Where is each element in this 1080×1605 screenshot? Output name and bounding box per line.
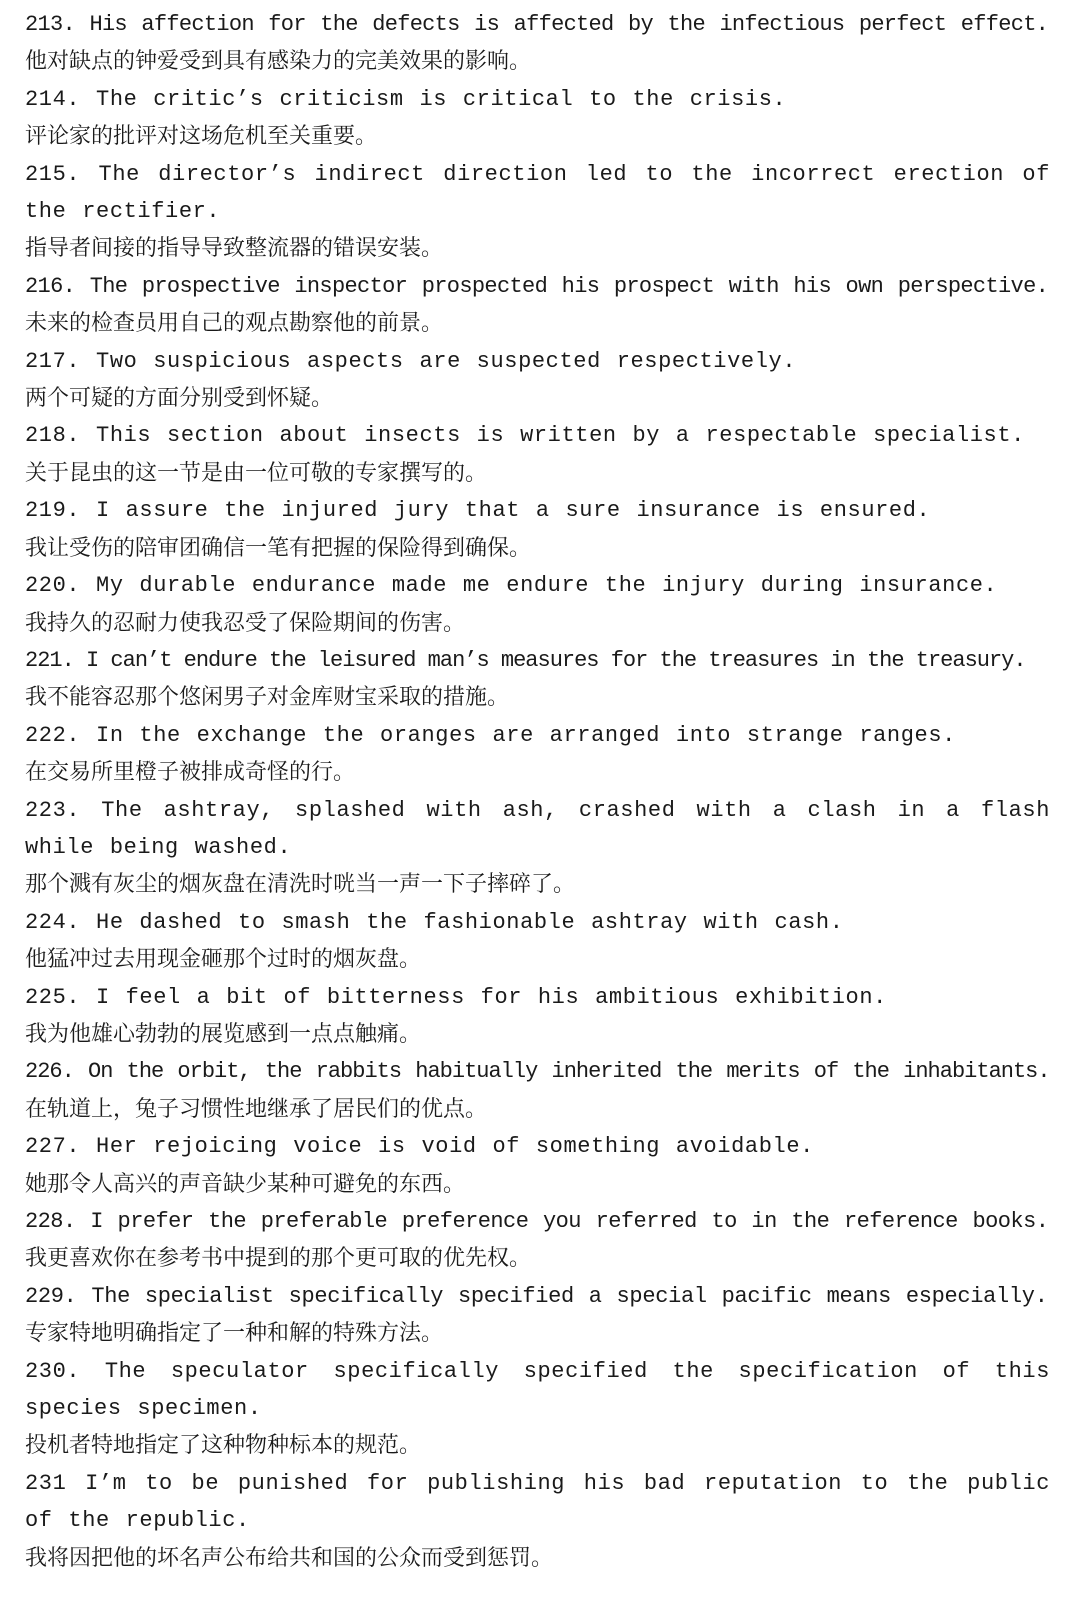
chinese-translation: 我更喜欢你在参考书中提到的那个更可取的优先权。	[25, 1246, 532, 1272]
english-sentence: 222. In the exchange the oranges are arranged into strange ranges.	[25, 722, 956, 748]
entry-223	[25, 792, 1050, 904]
english-sentence: 224. He dashed to smash the fashionable ashtray with cash.	[25, 909, 844, 935]
entry-218	[25, 417, 1050, 492]
chinese-translation: 投机者特地指定了这种物种标本的规范。	[25, 1433, 422, 1459]
entry-220	[25, 567, 1050, 642]
entry-221	[25, 642, 1050, 717]
entry-213	[25, 6, 1050, 81]
chinese-translation: 他对缺点的钟爱受到具有感染力的完美效果的影响。	[25, 49, 532, 75]
chinese-translation: 两个可疑的方面分别受到怀疑。	[25, 386, 334, 412]
english-sentence: 227. Her rejoicing voice is void of something avoidable.	[25, 1134, 814, 1160]
entry-216	[25, 268, 1050, 343]
chinese-translation: 我让受伤的陪审团确信一笔有把握的保险得到确保。	[25, 535, 532, 561]
entry-217	[25, 343, 1050, 418]
chinese-translation: 我将因把他的坏名声公布给共和国的公众而受到惩罚。	[25, 1545, 554, 1571]
chinese-translation: 我持久的忍耐力使我忍受了保险期间的伤害。	[25, 610, 466, 636]
english-sentence: 230. The speculator specifically specified the specification of this species specimen.	[25, 1358, 1050, 1422]
entry-231	[25, 1465, 1050, 1577]
english-sentence: 228. I prefer the preferable preference you referred to in the reference books.	[25, 1209, 1049, 1234]
entry-215	[25, 156, 1050, 268]
chinese-translation: 那个溅有灰尘的烟灰盘在清洗时咣当一声一下子摔碎了。	[25, 872, 576, 898]
english-sentence: 225. I feel a bit of bitterness for his ambitious exhibition.	[25, 984, 887, 1010]
english-sentence: 219. I assure the injured jury that a sure insurance is ensured.	[25, 498, 931, 524]
chinese-translation: 指导者间接的指导导致整流器的错误安装。	[25, 236, 444, 262]
entry-228	[25, 1203, 1050, 1278]
chinese-translation: 在交易所里橙子被排成奇怪的行。	[25, 760, 356, 786]
english-sentence: 217. Two suspicious aspects are suspected respectively.	[25, 348, 797, 374]
entry-226	[25, 1053, 1050, 1128]
entry-225	[25, 979, 1050, 1054]
entry-229	[25, 1278, 1050, 1353]
entry-224	[25, 904, 1050, 979]
chinese-translation: 专家特地明确指定了一种和解的特殊方法。	[25, 1321, 444, 1347]
english-sentence: 214. The critic’s criticism is critical to the crisis.	[25, 86, 787, 112]
english-sentence: 226. On the orbit, the rabbits habitually inherited the merits of the inhabitants.	[25, 1059, 1050, 1085]
entry-219	[25, 492, 1050, 567]
english-sentence: 215. The director’s indirect direction led to the incorrect erection of the rectifier.	[25, 161, 1050, 225]
entry-230	[25, 1353, 1050, 1465]
english-sentence: 220. My durable endurance made me endure the injury during insurance.	[25, 573, 998, 599]
english-sentence: 223. The ashtray, splashed with ash, crashed with a clash in a flash while being washed.	[25, 797, 1050, 860]
english-sentence: 213. His affection for the defects is affected by the infectious perfect effect.	[25, 12, 1049, 37]
english-sentence: 216. The prospective inspector prospected his prospect with his own perspective.	[25, 273, 1049, 299]
chinese-translation: 在轨道上，兔子习惯性地继承了居民们的优点。	[25, 1096, 488, 1122]
english-sentence: 221. I can’t endure the leisured man’s measures for the treasures in the treasury.	[25, 647, 1026, 673]
chinese-translation: 我为他雄心勃勃的展览感到一点点触痛。	[25, 1021, 422, 1047]
entry-214	[25, 81, 1050, 156]
english-sentence: 231 I’m to be punished for publishing his bad reputation to the public of the republic.	[25, 1470, 1050, 1534]
entry-227	[25, 1128, 1050, 1203]
chinese-translation: 她那令人高兴的声音缺少某种可避免的东西。	[25, 1171, 466, 1197]
english-sentence: 218. This section about insects is written by a respectable specialist.	[25, 423, 1025, 449]
chinese-translation: 未来的检查员用自己的观点勘察他的前景。	[25, 311, 444, 337]
chinese-translation: 关于昆虫的这一节是由一位可敬的专家撰写的。	[25, 460, 488, 486]
chinese-translation: 评论家的批评对这场危机至关重要。	[25, 124, 378, 150]
entry-222	[25, 717, 1050, 792]
chinese-translation: 他猛冲过去用现金砸那个过时的烟灰盘。	[25, 947, 422, 973]
english-sentence: 229. The specialist specifically specified a special pacific means especially.	[25, 1283, 1048, 1309]
chinese-translation: 我不能容忍那个悠闲男子对金库财宝采取的措施。	[25, 685, 510, 711]
